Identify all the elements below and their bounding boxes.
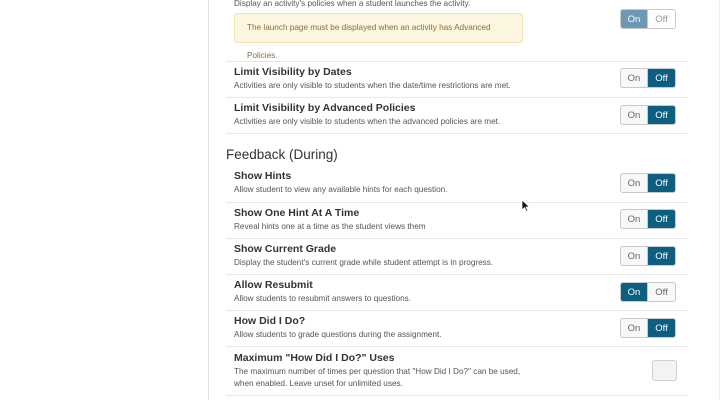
limit-visibility-dates-toggle[interactable] xyxy=(620,68,676,88)
setting-title: Limit Visibility by Advanced Policies xyxy=(234,102,416,114)
setting-description-line1: The maximum number of times per question that "How Did I Do?" can be used, xyxy=(234,367,521,376)
toggle-on-option[interactable]: On xyxy=(621,319,648,337)
how-did-i-do-toggle[interactable] xyxy=(620,318,676,338)
setting-description: Reveal hints one at a time as the student views them xyxy=(234,222,426,231)
allow-resubmit-toggle[interactable] xyxy=(620,282,676,302)
setting-description: Allow student to view any available hints for each question. xyxy=(234,185,448,194)
setting-row-allow-resubmit xyxy=(226,274,688,311)
content-left-border xyxy=(208,0,209,400)
setting-title: Show Current Grade xyxy=(234,243,337,255)
setting-row-limit-visibility-policies xyxy=(226,97,688,134)
setting-row-max-how-did-i-do-uses xyxy=(226,346,688,397)
toggle-on-option[interactable]: On xyxy=(621,247,648,265)
limit-visibility-policies-toggle[interactable] xyxy=(620,105,676,125)
show-current-grade-toggle[interactable] xyxy=(620,246,676,266)
section-divider xyxy=(226,133,688,134)
setting-title: Maximum "How Did I Do?" Uses xyxy=(234,352,395,364)
setting-title: How Did I Do? xyxy=(234,315,306,327)
toggle-off-option[interactable]: Off xyxy=(648,174,675,192)
row-bottom-divider xyxy=(226,395,688,396)
setting-description: Allow students to grade questions during the assignment. xyxy=(234,330,442,339)
section-heading-feedback: Feedback (During) xyxy=(226,147,338,162)
toggle-off-option[interactable]: Off xyxy=(648,247,675,265)
show-hints-toggle[interactable] xyxy=(620,173,676,193)
toggle-on-option[interactable]: On xyxy=(621,106,648,124)
setting-row-show-current-grade xyxy=(226,238,688,275)
toggle-off-option[interactable]: Off xyxy=(648,319,675,337)
setting-title: Limit Visibility by Dates xyxy=(234,66,352,78)
toggle-off-option[interactable]: Off xyxy=(648,106,675,124)
toggle-on-option[interactable]: On xyxy=(621,283,648,301)
display-policies-toggle[interactable] xyxy=(620,9,676,29)
setting-description: Allow students to resubmit answers to questions. xyxy=(234,294,412,303)
toggle-on-option[interactable]: On xyxy=(621,69,648,87)
setting-row-limit-visibility-dates xyxy=(226,61,688,98)
content-right-border xyxy=(719,0,720,400)
max-uses-input[interactable] xyxy=(652,360,677,381)
setting-description: Display the student's current grade while student attempt is in progress. xyxy=(234,258,494,267)
setting-row-show-one-hint xyxy=(226,202,688,239)
toggle-off-option[interactable]: Off xyxy=(648,69,675,87)
setting-row-how-did-i-do xyxy=(226,310,688,347)
setting-description: Activities are only visible to students when the advanced policies are met. xyxy=(234,117,501,126)
setting-title: Allow Resubmit xyxy=(234,279,313,291)
setting-description: Display an activity's policies when a student launches the activity. xyxy=(234,0,471,8)
toggle-off-option[interactable]: Off xyxy=(648,10,675,28)
toggle-on-option[interactable]: On xyxy=(621,174,648,192)
show-one-hint-toggle[interactable] xyxy=(620,209,676,229)
setting-title: Show Hints xyxy=(234,170,292,182)
setting-title: Show One Hint At A Time xyxy=(234,207,360,219)
toggle-on-option[interactable]: On xyxy=(621,10,648,28)
setting-description-line2: when enabled. Leave unset for unlimited uses. xyxy=(234,379,403,388)
toggle-off-option[interactable]: Off xyxy=(648,210,675,228)
toggle-on-option[interactable]: On xyxy=(621,210,648,228)
warning-alert: The launch page must be displayed when an activity has Advanced Policies. xyxy=(234,13,523,43)
setting-row-show-hints xyxy=(226,166,688,202)
mouse-pointer-icon xyxy=(521,199,531,213)
toggle-off-option[interactable]: Off xyxy=(655,286,668,298)
setting-description: Activities are only visible to students when the date/time restrictions are met. xyxy=(234,81,511,90)
